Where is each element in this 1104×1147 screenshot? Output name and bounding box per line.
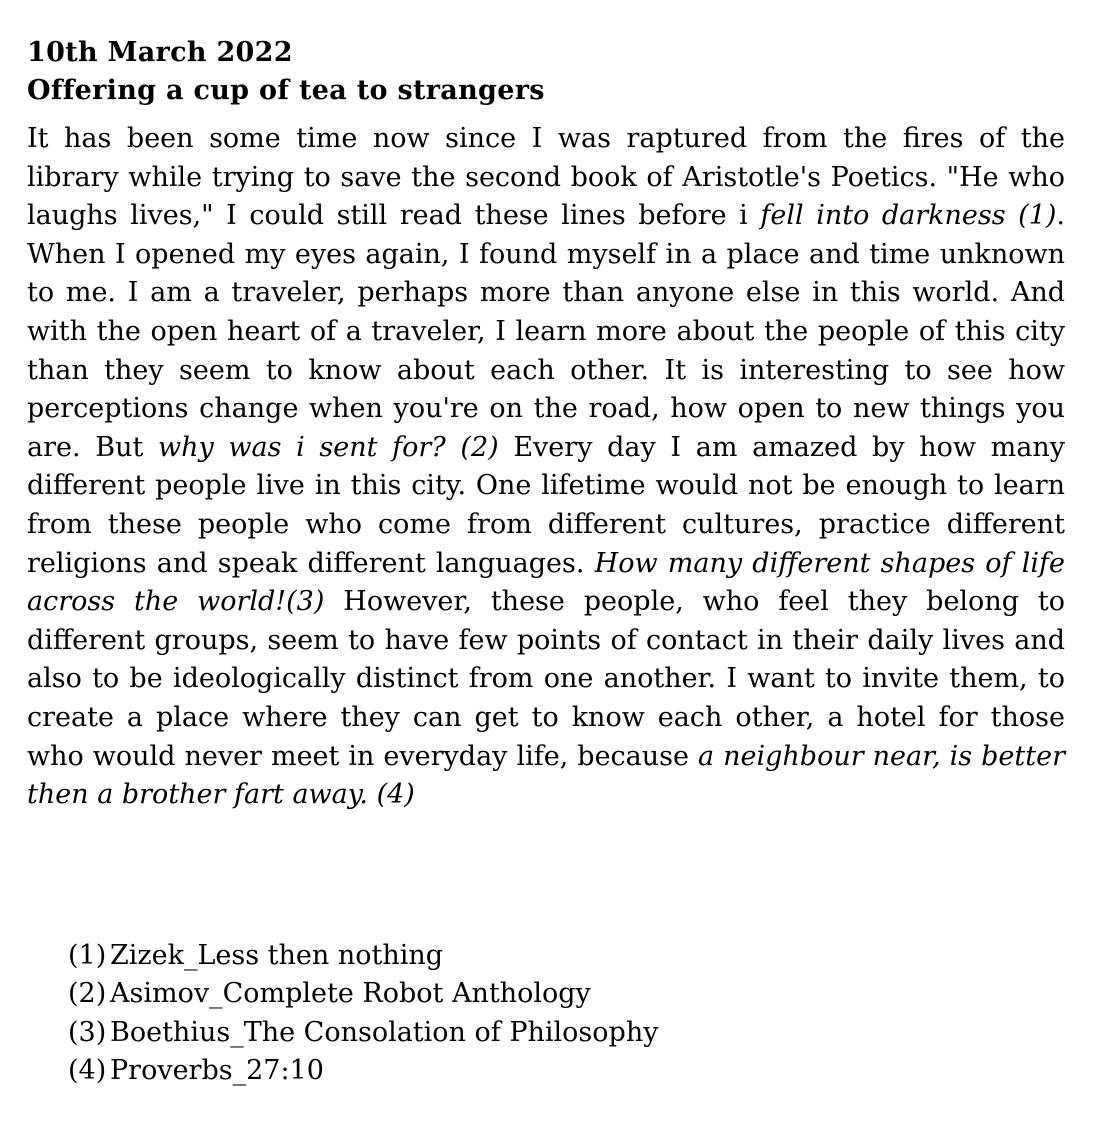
document-page bbox=[27, 34, 1065, 815]
body-paragraph bbox=[27, 120, 1065, 815]
footnote-marker: (2) bbox=[68, 978, 107, 1010]
footnote-item bbox=[68, 1014, 658, 1052]
footnote-text: Proverbs_27:10 bbox=[110, 1055, 324, 1087]
quote-neighbour-near: a neighbour near, is better then a brother fart away. (4) bbox=[27, 740, 1065, 811]
footnote-item bbox=[68, 1052, 658, 1090]
footnote-text: Boethius_The Consolation of Philosophy bbox=[110, 1016, 659, 1048]
footnote-item bbox=[68, 937, 658, 975]
footnote-text: Zizek_Less then nothing bbox=[110, 940, 444, 971]
footnote-item bbox=[68, 975, 658, 1013]
footnote-list bbox=[68, 937, 658, 1091]
footnote-marker: (4) bbox=[68, 1055, 107, 1087]
footnote-marker: (3) bbox=[68, 1016, 107, 1048]
body-text-segment: However, these people, who feel they belong to different groups, seem to have few points of contact in their daily lives and also to be ideologically distinct from one another. I want to invite them, to create a place where they can get to know each other, a hotel for those who would never meet in everyday life, because bbox=[27, 586, 1065, 772]
quote-why-was-i-sent-for: why was i sent for? (2) bbox=[157, 431, 499, 463]
body-text-segment: Every day I am amazed by how many different people live in this city. One lifetime would not be enough to learn from these people who come from different cultures, practice different religions and speak different languages. bbox=[27, 431, 1065, 579]
quote-shapes-of-life: How many different shapes of life across the world!(3) bbox=[27, 547, 1065, 618]
body-text-segment: . When I opened my eyes again, I found myself in a place and time unknown to me. I am a traveler, perhaps more than anyone else in this world. And with the open heart of a traveler, I learn more about the people of this city than they seem to know about each other. It is interesting to see how perceptions change when you're on the road, how open to new things you are. But bbox=[27, 200, 1065, 463]
body-text-segment: It has been some time now since I was raptured from the fires of the library while trying to save the second book of Aristotle's Poetics. "He who laughs lives," I could still read these lines before i bbox=[27, 123, 1065, 232]
entry-title: Offering a cup of tea to strangers bbox=[27, 75, 545, 106]
entry-date: 10th March 2022 bbox=[27, 37, 293, 68]
footnote-marker: (1) bbox=[68, 940, 107, 971]
footnote-text: Asimov_Complete Robot Anthology bbox=[110, 978, 591, 1010]
document-header bbox=[27, 34, 1065, 110]
quote-fell-into-darkness: fell into darkness (1) bbox=[760, 200, 1057, 232]
